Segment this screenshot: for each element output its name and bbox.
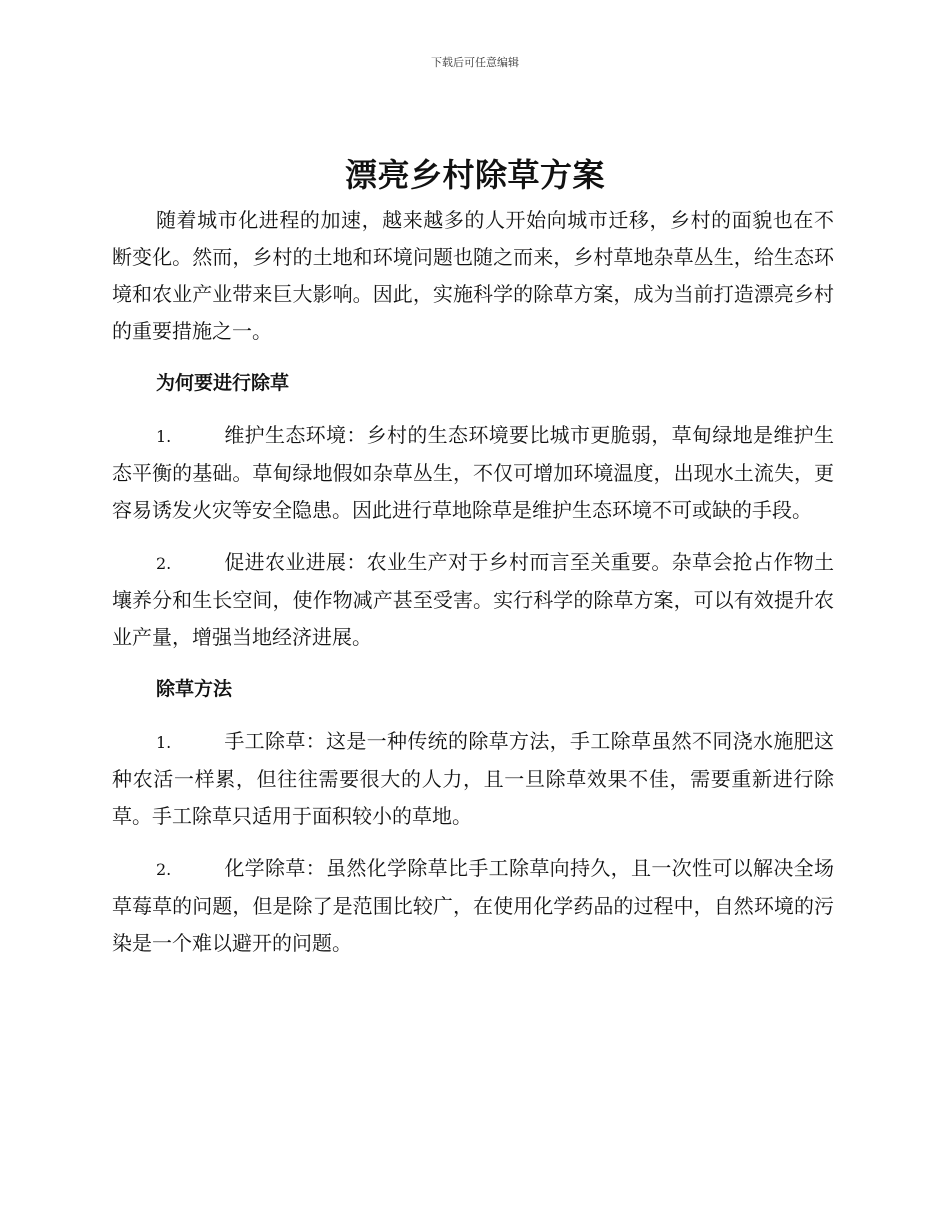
list-item-text: 促进农业进展：农业生产对于乡村而言至关重要。杂草会抢占作物土壤养分和生长空间，使作物减产甚至受害。实行科学的除草方案，可以有效提升农业产量，增强当地经济进展。 (112, 550, 834, 649)
header-note: 下载后可任意编辑 (431, 56, 519, 69)
list-item (112, 417, 834, 529)
list-item-number: 2. (156, 860, 172, 879)
list-item-number: 2. (156, 554, 172, 573)
list-item-text: 化学除草：虽然化学除草比手工除草向持久，且一次性可以解决全场草莓草的问题，但是除了是范围比较广，在使用化学药品的过程中，自然环境的污染是一个难以避开的问题。 (112, 856, 834, 955)
list-item (112, 723, 834, 835)
section-why-weed (112, 365, 834, 656)
list-item (112, 544, 834, 656)
list-item-text: 手工除草：这是一种传统的除草方法，手工除草虽然不同浇水施肥这种农活一样累，但往往需要很大的人力，且一旦除草效果不佳，需要重新进行除草。手工除草只适用于面积较小的草地。 (112, 729, 834, 828)
section-heading: 为何要进行除草 (156, 372, 290, 394)
list-item-text: 维护生态环境：乡村的生态环境要比城市更脆弱，草甸绿地是维护生态平衡的基础。草甸绿地假如杂草丛生，不仅可增加环境温度，出现水土流失，更容易诱发火灾等安全隐患。因此进行草地除草是维护生态环境不可或缺的手段。 (112, 423, 834, 522)
intro-paragraph: 随着城市化进程的加速，越来越多的人开始向城市迁移，乡村的面貌也在不断变化。然而，乡村的土地和环境问题也随之而来，乡村草地杂草丛生，给生态环境和农业产业带来巨大影响。因此，实施科学的除草方案，成为当前打造漂亮乡村的重要措施之一。 (112, 208, 834, 343)
document-body (112, 202, 834, 977)
list-item-number: 1. (156, 427, 172, 446)
section-heading: 除草方法 (156, 678, 233, 700)
document-title: 漂亮乡村除草方案 (344, 156, 605, 194)
list-item (112, 850, 834, 962)
section-weeding-methods (112, 671, 834, 962)
list-item-number: 1. (156, 733, 172, 752)
